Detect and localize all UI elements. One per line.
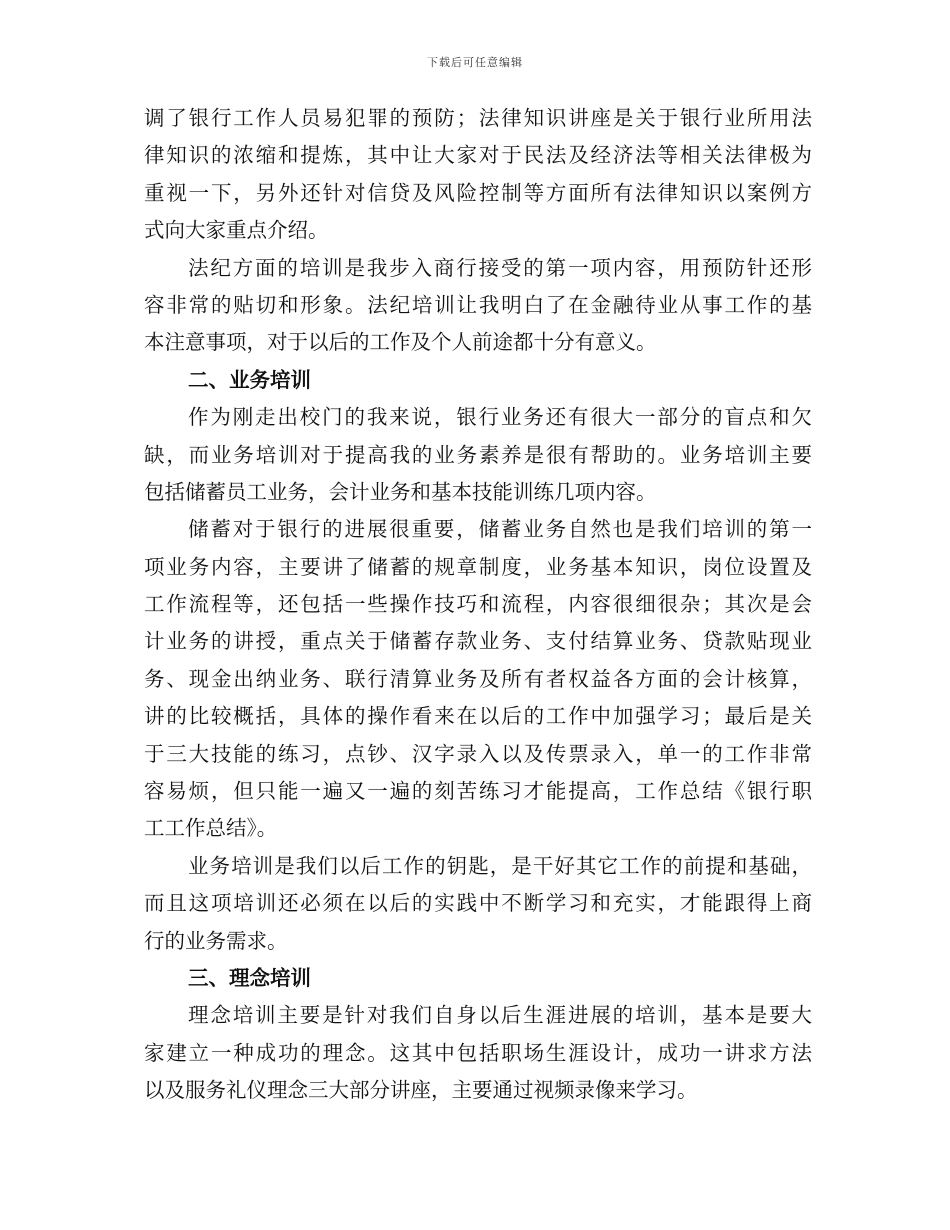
text-line: 而且这项培训还必须在以后的实践中不断学习和充实，才能跟得上商 xyxy=(144,891,812,916)
text-line: 以及服务礼仪理念三大部分讲座，主要通过视频录像来学习。 xyxy=(144,1078,698,1103)
text-line: 家建立一种成功的理念。这其中包括职场生涯设计，成功一讲求方法 xyxy=(144,1040,812,1065)
text-line: 于三大技能的练习，点钞、汉字录入以及传票录入，单一的工作非常 xyxy=(144,741,812,766)
text-line: 重视一下，另外还针对信贷及风险控制等方面所有法律知识以案例方 xyxy=(144,180,812,205)
section-heading: 二、业务培训 xyxy=(188,367,311,392)
text-line: 工工作总结》。 xyxy=(144,816,278,841)
text-line: 项业务内容，主要讲了储蓄的规章制度，业务基本知识，岗位设置及 xyxy=(144,554,812,579)
text-line: 计业务的讲授，重点关于储蓄存款业务、支付结算业务、贷款贴现业 xyxy=(144,629,812,654)
text-line: 讲的比较概括，具体的操作看来在以后的工作中加强学习；最后是关 xyxy=(144,704,812,729)
text-line: 务、现金出纳业务、联行清算业务及所有者权益各方面的会计核算， xyxy=(144,666,812,691)
text-line: 工作流程等，还包括一些操作技巧和流程，内容很细很杂；其次是会 xyxy=(144,592,812,617)
text-line: 容易烦，但只能一遍又一遍的刻苦练习才能提高，工作总结《银行职 xyxy=(144,779,812,804)
document-body xyxy=(144,100,812,1110)
text-line: 行的业务需求。 xyxy=(144,928,288,953)
text-line: 缺，而业务培训对于提高我的业务素养是很有帮助的。业务培训主要 xyxy=(144,442,812,467)
text-line: 调了银行工作人员易犯罪的预防；法律知识讲座是关于银行业所用法 xyxy=(144,106,812,130)
text-line: 本注意事项，对于以后的工作及个人前途都十分有意义。 xyxy=(144,330,657,355)
section-heading: 三、理念培训 xyxy=(188,965,311,990)
text-line: 容非常的贴切和形象。法纪培训让我明白了在金融待业从事工作的基 xyxy=(144,292,812,317)
text-line: 理念培训主要是针对我们自身以后生涯进展的培训，基本是要大 xyxy=(188,1003,812,1028)
text-line: 式向大家重点介绍。 xyxy=(144,218,329,243)
text-line: 业务培训是我们以后工作的钥匙，是干好其它工作的前提和基础， xyxy=(188,853,812,878)
text-line: 作为刚走出校门的我来说，银行业务还有很大一部分的盲点和欠 xyxy=(188,405,812,430)
text-line: 法纪方面的培训是我步入商行接受的第一项内容，用预防针还形 xyxy=(188,255,812,280)
text-line: 律知识的浓缩和提炼，其中让大家对于民法及经济法等相关法律极为 xyxy=(144,143,812,168)
page-header: 下载后可任意编辑 xyxy=(427,56,523,69)
text-line: 储蓄对于银行的进展很重要，储蓄业务自然也是我们培训的第一 xyxy=(188,517,812,542)
text-line: 包括储蓄员工业务，会计业务和基本技能训练几项内容。 xyxy=(144,479,657,504)
